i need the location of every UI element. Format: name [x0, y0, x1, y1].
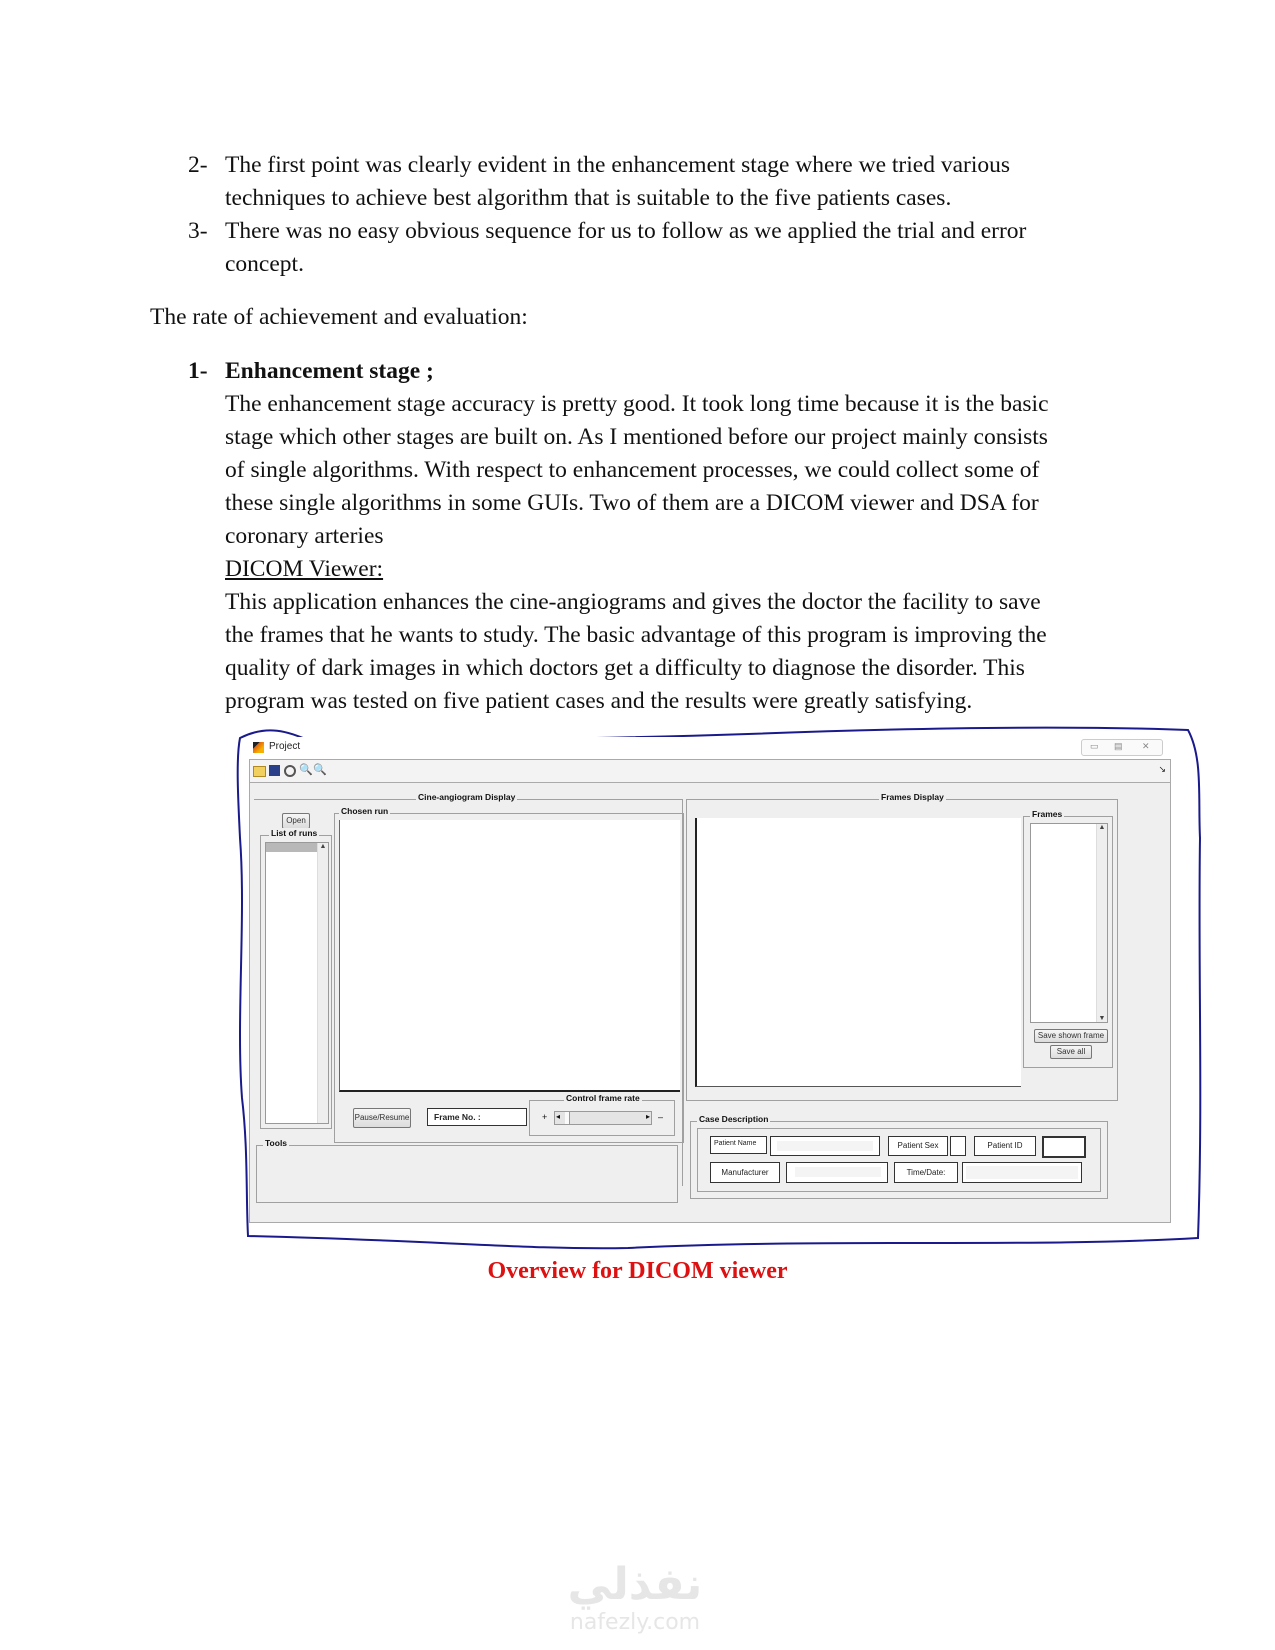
group-title: Frames: [1032, 809, 1063, 819]
group-title: Control frame rate: [566, 1093, 640, 1103]
text-line: concept.: [225, 251, 304, 277]
text-line: coronary arteries: [225, 523, 384, 549]
group-title: List of runs: [271, 828, 318, 838]
text-line: quality of dark images in which doctors get a difficulty to diagnose the disorder. This: [225, 655, 1025, 681]
watermark: [540, 1560, 730, 1636]
case-fields-box: [697, 1128, 1101, 1192]
scrollbar[interactable]: [317, 843, 328, 1123]
case-description-group: [690, 1114, 1108, 1199]
save-shown-frame-button[interactable]: Save shown frame: [1034, 1029, 1108, 1043]
minus-label: –: [658, 1112, 664, 1122]
item-heading: Enhancement stage ;: [225, 358, 434, 384]
text-line: of single algorithms. With respect to enhancement processes, we could collect some of: [225, 457, 1040, 483]
runs-listbox[interactable]: [265, 842, 329, 1124]
pause-resume-button[interactable]: Pause/Resume: [353, 1108, 411, 1128]
list-number: 1-: [188, 358, 208, 384]
scroll-up-icon[interactable]: ▲: [1098, 824, 1106, 831]
patient-id-field[interactable]: [1042, 1136, 1086, 1158]
open-button[interactable]: Open: [282, 813, 310, 829]
patient-sex-label: Patient Sex: [888, 1136, 948, 1156]
time-date-label: Time/Date:: [894, 1162, 958, 1183]
patient-id-label: Patient ID: [974, 1136, 1036, 1156]
manufacturer-field[interactable]: [786, 1162, 888, 1183]
frame-number-display: Frame No. :: [427, 1108, 527, 1126]
text-line: The first point was clearly evident in the enhancement stage where we tried various: [225, 152, 1011, 178]
list-number: 2-: [188, 152, 208, 178]
list-number: 3-: [188, 218, 208, 244]
chosen-run-group: [334, 806, 684, 1143]
zoom-in-icon[interactable]: 🔍: [299, 764, 313, 776]
figure-caption: Overview for DICOM viewer: [487, 1258, 788, 1284]
text-line: the frames that he wants to study. The basic advantage of this program is improving the: [225, 622, 1047, 648]
app-screenshot: [245, 733, 1175, 1225]
cine-display-axes[interactable]: [339, 820, 680, 1092]
text-line: stage which other stages are built on. As I mentioned before our project mainly consists: [225, 424, 1048, 450]
minimize-icon[interactable]: ▭: [1090, 741, 1099, 751]
maximize-icon[interactable]: ▤: [1114, 741, 1123, 751]
window-title: Project: [269, 741, 301, 752]
frames-group: [1023, 809, 1113, 1068]
toolbar: [249, 759, 1171, 783]
scroll-up-icon[interactable]: ▲: [319, 843, 327, 850]
watermark-arabic: نفذلي: [567, 1559, 703, 1610]
frame-rate-slider[interactable]: [554, 1111, 652, 1125]
text-line: program was tested on five patient cases and the results were greatly satisfying.: [225, 688, 973, 714]
matlab-icon: [253, 742, 264, 753]
watermark-latin: nafezly.com: [569, 1610, 701, 1635]
subheading: DICOM Viewer:: [225, 556, 384, 582]
text-line: these single algorithms in some GUIs. Two of them are a DICOM viewer and DSA for: [225, 490, 1039, 516]
list-of-runs-group: [260, 828, 332, 1129]
scroll-down-icon[interactable]: ▼: [1098, 1015, 1106, 1022]
window-controls: [1081, 739, 1163, 756]
frames-display-panel: [686, 792, 1118, 1101]
group-title: Tools: [265, 1138, 288, 1148]
scrollbar[interactable]: [1096, 824, 1107, 1022]
title-bar: [249, 737, 1171, 759]
text-line: This application enhances the cine-angiograms and gives the doctor the facility to save: [225, 589, 1041, 615]
control-frame-rate-group: [529, 1093, 675, 1136]
tools-group: [256, 1138, 678, 1203]
text-line: The enhancement stage accuracy is pretty good. It took long time because it is the basic: [225, 391, 1049, 417]
text-line: techniques to achieve best algorithm that is suitable to the five patients cases.: [225, 185, 952, 211]
group-title: Chosen run: [341, 806, 389, 816]
group-title: Case Description: [699, 1114, 769, 1124]
zoom-out-icon[interactable]: 🔍: [313, 764, 327, 776]
patient-name-label: Patient Name: [710, 1136, 767, 1154]
selected-run-row[interactable]: [266, 843, 317, 852]
patient-name-field[interactable]: [770, 1136, 880, 1156]
save-all-button[interactable]: Save all: [1050, 1045, 1092, 1059]
patient-sex-field[interactable]: [950, 1136, 966, 1156]
panel-title: Frames Display: [881, 792, 944, 802]
frames-display-axes[interactable]: [695, 818, 1021, 1087]
save-icon[interactable]: [269, 765, 280, 776]
frames-listbox[interactable]: [1030, 823, 1108, 1023]
client-area: [249, 782, 1171, 1223]
plus-label: +: [542, 1112, 548, 1122]
time-date-field[interactable]: [962, 1162, 1082, 1183]
text-line: There was no easy obvious sequence for us to follow as we applied the trial and error: [225, 218, 1027, 244]
close-icon[interactable]: ✕: [1142, 741, 1150, 751]
manufacturer-label: Manufacturer: [710, 1162, 780, 1183]
slider-left-arrow[interactable]: ◂: [556, 1112, 561, 1121]
open-folder-icon[interactable]: [253, 766, 266, 777]
toolbar-dock-arrow[interactable]: ↘: [1158, 764, 1166, 774]
slider-right-arrow[interactable]: ▸: [645, 1112, 650, 1121]
panel-title: Cine-angiogram Display: [418, 792, 516, 802]
section-intro: The rate of achievement and evaluation:: [150, 304, 528, 330]
slider-thumb[interactable]: [565, 1112, 570, 1124]
rotate-icon[interactable]: [284, 765, 296, 777]
app-window: [249, 737, 1171, 1221]
